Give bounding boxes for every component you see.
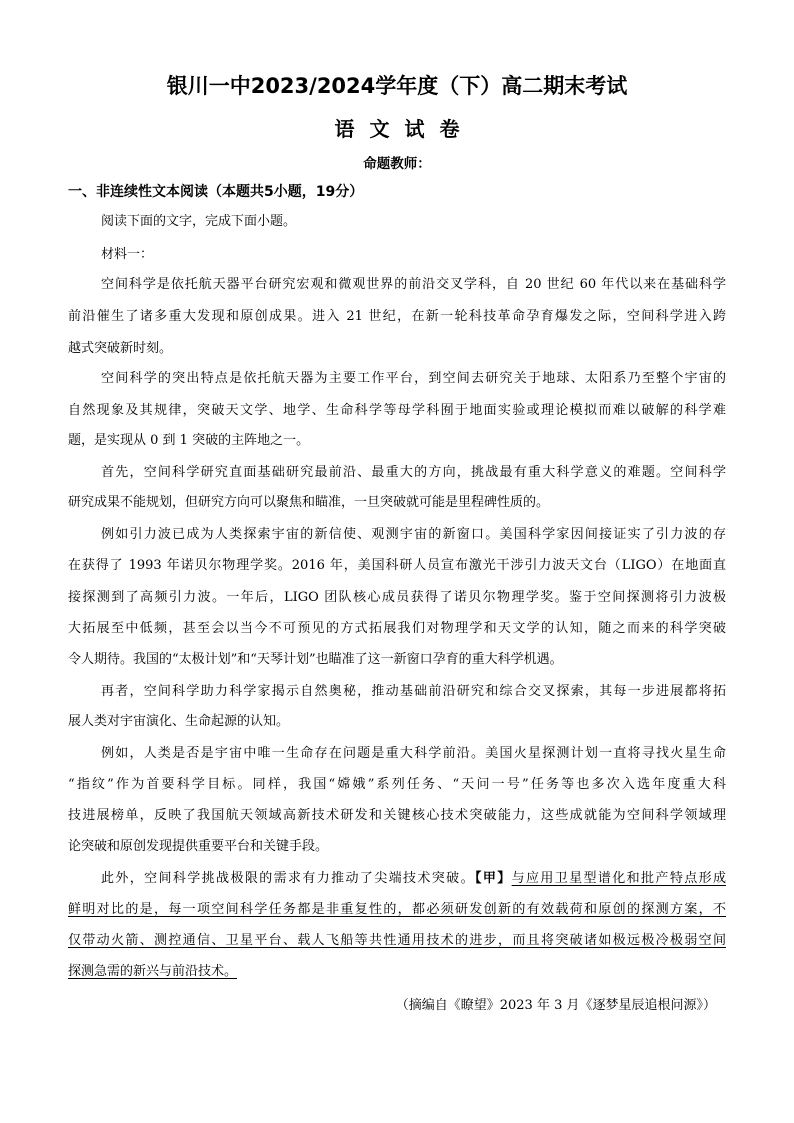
paragraph-6-line: 例如，人类是否是宇宙中唯一生命存在问题是重大科学前沿。美国火星探测计划一直将寻找火星生命 [101,746,726,761]
paragraph-4-line: 大拓展至中低频，甚至会以当今不可预见的方式拓展我们对物理学和天文学的认知，随之而来的科学突破 [68,621,726,636]
paragraph-4-line: 例如引力波已成为人类探索宇宙的新信使、观测宇宙的新窗口。美国科学家因间接证实了引力波的存 [101,527,726,542]
underlined-passage-line: 探测急需的新兴与前沿技术。 [68,964,238,979]
reading-instruction: 阅读下面的文字，完成下面小题。 [101,214,297,229]
section-heading: 一、非连续性文本阅读（本题共5小题，19分） [68,184,364,200]
subject-title: 语文试卷 [334,117,475,141]
paragraph-5-line: 展人类对宇宙演化、生命起源的认知。 [68,714,290,729]
underlined-passage: 与应用卫星型谱化和批产特点形成 [511,871,726,886]
paragraph-2-line: 题，是实现从 0 到 1 突破的主阵地之一。 [68,433,310,448]
source-citation: （摘编自《瞭望》2023 年 3 月《逐梦星辰追根问源》） [395,998,716,1013]
underlined-passage-line: 仅带动火箭、测控通信、卫星平台、载人飞船等共性通用技术的进步，而且将突破诸如极远极冷极弱空间 [68,933,726,948]
paragraph-7-line [101,870,726,888]
paragraph-5-line: 再者，空间科学助力科学家揭示自然奥秘，推动基础前沿研究和综合交叉探索，其每一步进展都将拓 [101,684,726,699]
paragraph-4-line: 令人期待。我国的“太极计划”和“天琴计划”也瞄准了这一新窗口孕育的重大科学机遇。 [68,652,563,667]
exam-title: 银川一中2023/2024学年度（下）高二期末考试 [166,74,628,98]
marker-jia: 【甲】 [474,871,512,886]
paragraph-1-line: 越式突破新时刻。 [68,341,173,356]
paragraph-2-line: 自然现象及其规律，突破天文学、地学、生命科学等母学科囿于地面实验或理论模拟而难以破解的科学难 [68,403,726,418]
material-label: 材料一： [101,247,154,262]
paragraph-6-line: 技进展榜单，反映了我国航天领域高新技术研发和关键核心技术突破能力，这些成就能为空间科学领域理 [68,808,726,823]
paragraph-2-line: 空间科学的突出特点是依托航天器为主要工作平台，到空间去研究关于地球、太阳系乃至整个宇宙的 [101,371,726,386]
underlined-passage-line: 鲜明对比的是，每一项空间科学任务都是非重复性的，都必须研发创新的有效载荷和原创的探测方案，不 [68,902,726,917]
paragraph-7-plain-text: 此外，空间科学挑战极限的需求有力推动了尖端技术突破。 [101,871,475,886]
paragraph-4-line: 接探测到了高频引力波。一年后，LIGO 团队核心成员获得了诺贝尔物理学奖。鉴于空间探测将引力波极 [68,590,726,605]
paragraph-3-line: 首先，空间科学研究直面基础研究最前沿、最重大的方向，挑战最有重大科学意义的难题。空间科学 [101,465,726,480]
paragraph-4-line: 在获得了 1993 年诺贝尔物理学奖。2016 年，美国科研人员宣布激光干涉引力波天文台（LIGO）在地面直 [68,558,726,573]
paragraph-1-line: 前沿催生了诸多重大发现和原创成果。进入 21 世纪，在新一轮科技革命孕育爆发之际，空间科学进入跨 [68,309,726,324]
teacher-label: 命题教师： [363,156,431,172]
paragraph-3-line: 研究成果不能规划，但研究方向可以聚焦和瞄准，一旦突破就可能是里程碑性质的。 [68,495,550,510]
paragraph-6-line: “指纹”作为首要科学目标。同样，我国“嫦娥”系列任务、“天问一号”任务等也多次入选年度重大科 [68,777,726,792]
paragraph-1-line: 空间科学是依托航天器平台研究宏观和微观世界的前沿交叉学科，自 20 世纪 60 年代以来在基础科学 [101,277,726,292]
paragraph-6-line: 论突破和原创发现提供重要平台和关键手段。 [68,839,329,854]
